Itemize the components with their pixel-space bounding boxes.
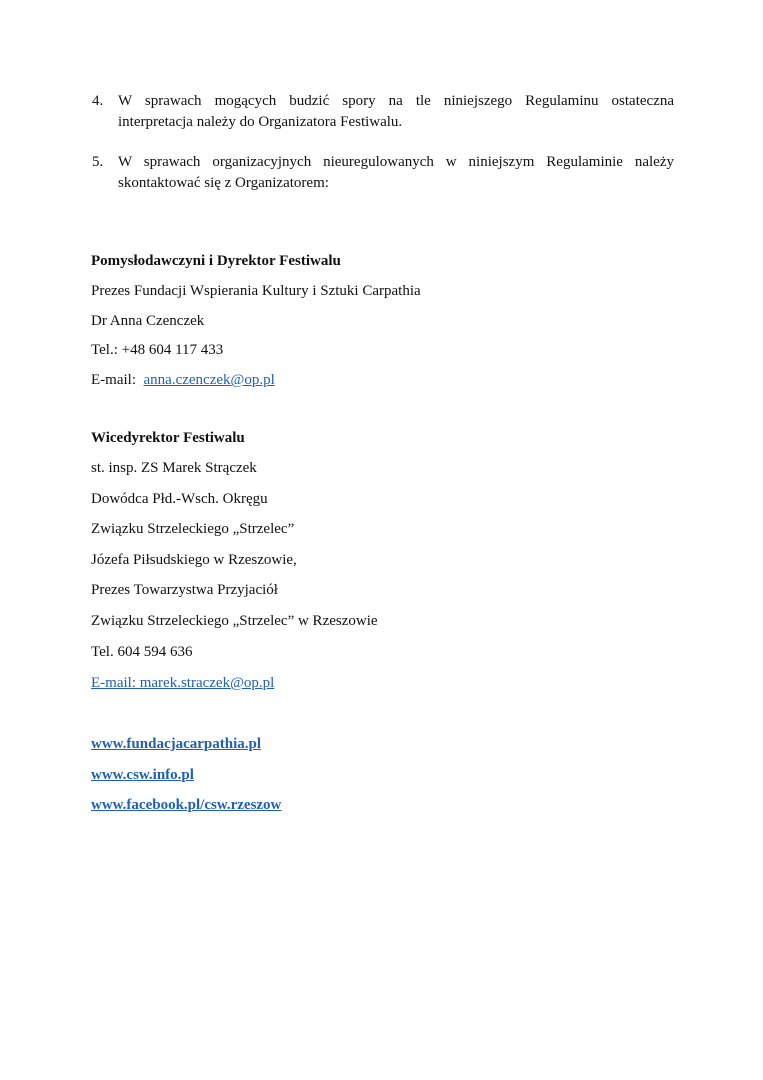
email-label: E-mail:	[91, 372, 136, 388]
item-text-line: interpretacja należy do Organizatora Festiwalu.	[118, 114, 403, 130]
vice-director-line: st. insp. ZS Marek Strączek	[91, 460, 257, 476]
item-text	[118, 91, 674, 133]
director-name: Dr Anna Czenczek	[91, 313, 205, 329]
vice-director-line: Józefa Piłsudskiego w Rzeszowie,	[91, 552, 297, 568]
vice-director-line: Dowódca Płd.-Wsch. Okręgu	[91, 491, 268, 507]
item-text-line: skontaktować się z Organizatorem:	[118, 175, 329, 191]
director-role: Prezes Fundacji Wspierania Kultury i Sztuki Carpathia	[91, 283, 421, 299]
website-link[interactable]: www.fundacjacarpathia.pl	[91, 736, 262, 752]
director-email-link[interactable]: anna.czenczek@op.pl	[143, 372, 275, 388]
numbered-item-5	[92, 152, 674, 194]
item-text-line: W sprawach mogących budzić spory na tle niniejszego Regulaminu ostateczna	[118, 93, 674, 109]
director-phone: Tel.: +48 604 117 433	[91, 342, 224, 358]
director-email-row	[91, 370, 275, 390]
item-text-line: W sprawach organizacyjnych nieuregulowanych w niniejszym Regulaminie należy	[118, 154, 674, 170]
vice-director-line: Prezes Towarzystwa Przyjaciół	[91, 582, 278, 598]
director-heading: Pomysłodawczyni i Dyrektor Festiwalu	[91, 253, 341, 269]
item-text	[118, 152, 674, 194]
website-link[interactable]: www.csw.info.pl	[91, 767, 194, 783]
vice-director-heading: Wicedyrektor Festiwalu	[91, 430, 245, 446]
vice-director-line: Związku Strzeleckiego „Strzelec”	[91, 521, 295, 537]
website-link[interactable]: www.facebook.pl/csw.rzeszow	[91, 797, 282, 813]
numbered-item-4	[92, 91, 674, 133]
item-number: 5.	[92, 154, 104, 170]
vice-director-line: Związku Strzeleckiego „Strzelec” w Rzeszowie	[91, 613, 378, 629]
vice-director-email-link[interactable]: E-mail: marek.straczek@op.pl	[91, 675, 275, 691]
vice-director-phone: Tel. 604 594 636	[91, 644, 193, 660]
item-number: 4.	[92, 93, 104, 109]
